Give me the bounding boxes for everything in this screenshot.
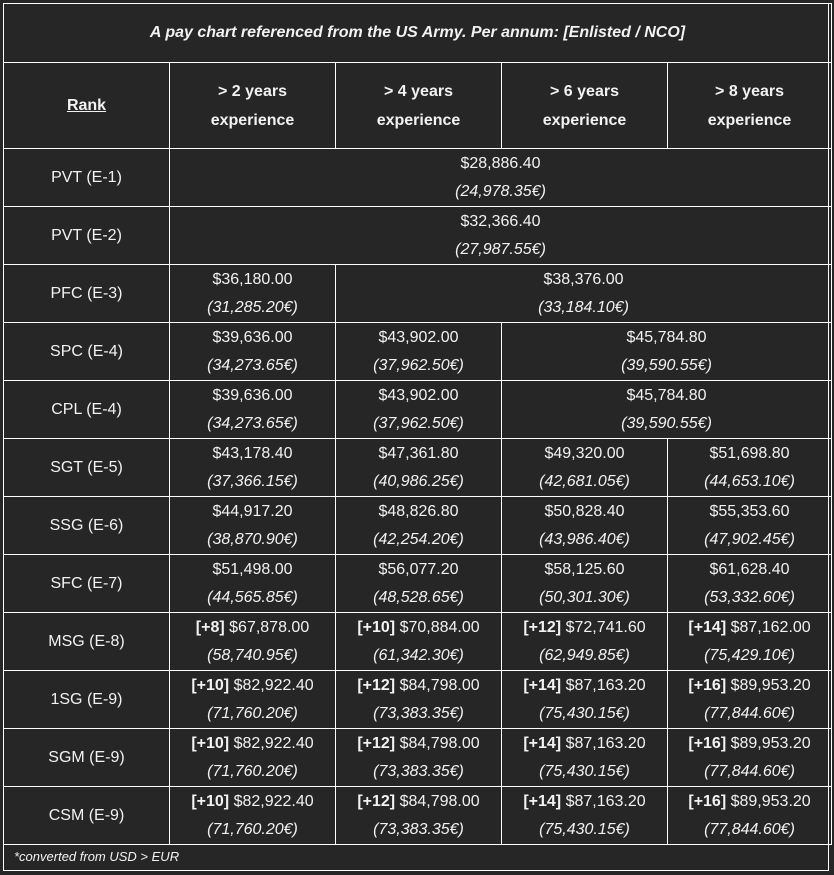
pay-cell [502, 555, 668, 613]
pay-cell [170, 497, 336, 555]
pay-cell [336, 671, 502, 729]
usd-line [336, 614, 501, 642]
table-row [4, 671, 832, 729]
usd-amount: $39,636.00 [212, 328, 293, 346]
eur-amount: (40,986.25€) [373, 472, 464, 490]
eur-amount: (43,986.40€) [539, 530, 630, 548]
rank-cell: 1SG (E-9) [4, 671, 170, 729]
usd-line [668, 556, 831, 584]
usd-amount: $82,922.40 [233, 734, 314, 752]
usd-amount: $89,953.20 [730, 792, 811, 810]
eur-amount: (75,430.15€) [539, 762, 630, 780]
pay-cell [668, 787, 832, 845]
usd-amount: $47,361.80 [378, 444, 459, 462]
eur-amount: (73,383.35€) [373, 704, 464, 722]
bonus-badge: [+12] [357, 792, 396, 810]
footnote: *converted from USD > EUR [14, 849, 180, 864]
pay-rows [4, 149, 832, 845]
eur-amount: (75,430.15€) [539, 704, 630, 722]
eur-amount: (75,430.15€) [539, 820, 630, 838]
pay-cell [668, 729, 832, 787]
bonus-badge: [+16] [688, 734, 727, 752]
column-header-8-years: > 8 years experience [668, 63, 832, 149]
pay-cell [170, 381, 336, 439]
usd-line [170, 730, 335, 758]
eur-amount: (44,653.10€) [704, 472, 795, 490]
eur-amount: (47,902.45€) [704, 530, 795, 548]
usd-amount: $43,178.40 [212, 444, 293, 462]
pay-cell [336, 787, 502, 845]
usd-line [170, 150, 831, 178]
eur-amount: (34,273.65€) [207, 356, 298, 374]
pay-cell [170, 613, 336, 671]
usd-line [336, 266, 831, 294]
pay-cell [502, 613, 668, 671]
usd-amount: $87,162.00 [730, 618, 811, 636]
usd-line [502, 382, 831, 410]
pay-cell [668, 671, 832, 729]
usd-line [336, 788, 501, 816]
bonus-badge: [+14] [523, 676, 562, 694]
usd-line [336, 556, 501, 584]
usd-line [170, 324, 335, 352]
usd-amount: $82,922.40 [233, 792, 314, 810]
usd-amount: $58,125.60 [544, 560, 625, 578]
usd-amount: $84,798.00 [399, 792, 480, 810]
rank-column-header [4, 63, 170, 149]
usd-amount: $45,784.80 [626, 328, 707, 346]
pay-cell [336, 439, 502, 497]
usd-amount: $38,376.00 [543, 270, 624, 288]
pay-cell [336, 323, 502, 381]
usd-amount: $48,826.80 [378, 502, 459, 520]
table-row [4, 439, 832, 497]
bonus-badge: [+14] [688, 618, 727, 636]
pay-cell [170, 265, 336, 323]
rank-cell: PVT (E-1) [4, 149, 170, 207]
eur-amount: (77,844.60€) [704, 762, 795, 780]
table-row [4, 381, 832, 439]
usd-line [668, 672, 831, 700]
usd-amount: $44,917.20 [212, 502, 293, 520]
usd-amount: $49,320.00 [544, 444, 625, 462]
table-row [4, 207, 832, 265]
pay-cell [668, 439, 832, 497]
usd-amount: $87,163.20 [565, 676, 646, 694]
usd-line [336, 672, 501, 700]
eur-amount: (42,254.20€) [373, 530, 464, 548]
eur-amount: (77,844.60€) [704, 704, 795, 722]
rank-cell: SPC (E-4) [4, 323, 170, 381]
usd-line [502, 614, 667, 642]
eur-amount: (42,681.05€) [539, 472, 630, 490]
pay-cell [502, 729, 668, 787]
pay-cell [502, 671, 668, 729]
usd-amount: $82,922.40 [233, 676, 314, 694]
pay-cell [502, 439, 668, 497]
pay-cell [336, 729, 502, 787]
bonus-badge: [+12] [357, 734, 396, 752]
bonus-badge: [+10] [191, 676, 230, 694]
usd-amount: $28,886.40 [460, 154, 541, 172]
usd-amount: $70,884.00 [399, 618, 480, 636]
pay-cell [336, 497, 502, 555]
bonus-badge: [+16] [688, 676, 727, 694]
usd-amount: $87,163.20 [565, 792, 646, 810]
table-row [4, 149, 832, 207]
usd-amount: $45,784.80 [626, 386, 707, 404]
usd-amount: $72,741.60 [565, 618, 646, 636]
eur-amount: (39,590.55€) [621, 414, 712, 432]
pay-cell [170, 439, 336, 497]
pay-cell [170, 671, 336, 729]
rank-cell: SFC (E-7) [4, 555, 170, 613]
rank-cell: PFC (E-3) [4, 265, 170, 323]
bonus-badge: [+10] [191, 792, 230, 810]
usd-line [336, 498, 501, 526]
pay-cell [502, 787, 668, 845]
usd-line [170, 208, 831, 236]
eur-amount: (58,740.95€) [207, 646, 298, 664]
pay-cell [502, 323, 832, 381]
eur-amount: (71,760.20€) [207, 820, 298, 838]
usd-amount: $67,878.00 [229, 618, 310, 636]
table-row [4, 729, 832, 787]
usd-line [170, 382, 335, 410]
usd-amount: $39,636.00 [212, 386, 293, 404]
pay-cell [668, 555, 832, 613]
rank-cell: MSG (E-8) [4, 613, 170, 671]
bonus-badge: [+16] [688, 792, 727, 810]
usd-line [502, 324, 831, 352]
table-row [4, 323, 832, 381]
eur-amount: (38,870.90€) [207, 530, 298, 548]
usd-line [336, 382, 501, 410]
header-row [4, 63, 832, 149]
usd-line [170, 788, 335, 816]
eur-amount: (37,962.50€) [373, 414, 464, 432]
pay-cell [502, 381, 832, 439]
pay-cell [336, 265, 832, 323]
eur-amount: (37,366.15€) [207, 472, 298, 490]
table-row [4, 497, 832, 555]
pay-cell [502, 497, 668, 555]
pay-cell [170, 207, 832, 265]
eur-amount: (71,760.20€) [207, 704, 298, 722]
bonus-badge: [+12] [357, 676, 396, 694]
pay-cell [336, 381, 502, 439]
eur-amount: (37,962.50€) [373, 356, 464, 374]
usd-amount: $89,953.20 [730, 676, 811, 694]
usd-line [668, 788, 831, 816]
rank-cell: CSM (E-9) [4, 787, 170, 845]
eur-amount: (62,949.85€) [539, 646, 630, 664]
usd-amount: $43,902.00 [378, 386, 459, 404]
usd-line [668, 730, 831, 758]
usd-amount: $50,828.40 [544, 502, 625, 520]
pay-cell [336, 613, 502, 671]
usd-line [502, 788, 667, 816]
eur-amount: (53,332.60€) [704, 588, 795, 606]
rank-cell: SSG (E-6) [4, 497, 170, 555]
bonus-badge: [+10] [357, 618, 396, 636]
usd-amount: $84,798.00 [399, 676, 480, 694]
eur-amount: (27,987.55€) [455, 240, 546, 258]
eur-amount: (73,383.35€) [373, 762, 464, 780]
usd-line [170, 672, 335, 700]
column-header-4-years: > 4 years experience [336, 63, 502, 149]
usd-line [668, 498, 831, 526]
eur-amount: (31,285.20€) [207, 298, 298, 316]
table-row [4, 613, 832, 671]
usd-line [170, 614, 335, 642]
pay-cell [336, 555, 502, 613]
usd-line [502, 498, 667, 526]
usd-amount: $51,698.80 [709, 444, 790, 462]
table-title: A pay chart referenced from the US Army. Per annum: [Enlisted / NCO] [4, 4, 832, 63]
usd-amount: $43,902.00 [378, 328, 459, 346]
bonus-badge: [+14] [523, 734, 562, 752]
table-row [4, 265, 832, 323]
usd-amount: $36,180.00 [212, 270, 293, 288]
eur-amount: (44,565.85€) [207, 588, 298, 606]
pay-cell [170, 787, 336, 845]
eur-amount: (73,383.35€) [373, 820, 464, 838]
table-row [4, 787, 832, 845]
pay-cell [170, 555, 336, 613]
pay-cell [170, 323, 336, 381]
eur-amount: (75,429.10€) [704, 646, 795, 664]
column-header-2-years: > 2 years experience [170, 63, 336, 149]
usd-amount: $56,077.20 [378, 560, 459, 578]
eur-amount: (77,844.60€) [704, 820, 795, 838]
bonus-badge: [+14] [523, 792, 562, 810]
usd-line [336, 730, 501, 758]
eur-amount: (71,760.20€) [207, 762, 298, 780]
rank-cell: SGM (E-9) [4, 729, 170, 787]
rank-cell: PVT (E-2) [4, 207, 170, 265]
pay-chart-table [3, 3, 832, 845]
usd-amount: $89,953.20 [730, 734, 811, 752]
eur-amount: (61,342.30€) [373, 646, 464, 664]
eur-amount: (39,590.55€) [621, 356, 712, 374]
eur-amount: (33,184.10€) [538, 298, 629, 316]
eur-amount: (34,273.65€) [207, 414, 298, 432]
rank-header-label: Rank [66, 97, 107, 114]
bonus-badge: [+10] [191, 734, 230, 752]
bonus-badge: [+8] [195, 618, 225, 636]
eur-amount: (50,301.30€) [539, 588, 630, 606]
pay-cell [170, 149, 832, 207]
column-header-6-years: > 6 years experience [502, 63, 668, 149]
eur-amount: (48,528.65€) [373, 588, 464, 606]
usd-line [502, 730, 667, 758]
usd-line [170, 556, 335, 584]
usd-amount: $87,163.20 [565, 734, 646, 752]
usd-amount: $61,628.40 [709, 560, 790, 578]
usd-line [170, 440, 335, 468]
usd-line [502, 440, 667, 468]
usd-line [502, 556, 667, 584]
rank-cell: SGT (E-5) [4, 439, 170, 497]
eur-amount: (24,978.35€) [455, 182, 546, 200]
usd-line [668, 440, 831, 468]
usd-amount: $51,498.00 [212, 560, 293, 578]
usd-line [668, 614, 831, 642]
usd-line [170, 266, 335, 294]
pay-cell [170, 729, 336, 787]
usd-amount: $55,353.60 [709, 502, 790, 520]
usd-amount: $84,798.00 [399, 734, 480, 752]
table-row [4, 555, 832, 613]
rank-cell: CPL (E-4) [4, 381, 170, 439]
usd-line [336, 324, 501, 352]
usd-line [170, 498, 335, 526]
bonus-badge: [+12] [523, 618, 562, 636]
pay-cell [668, 497, 832, 555]
usd-line [502, 672, 667, 700]
pay-cell [668, 613, 832, 671]
usd-line [336, 440, 501, 468]
usd-amount: $32,366.40 [460, 212, 541, 230]
